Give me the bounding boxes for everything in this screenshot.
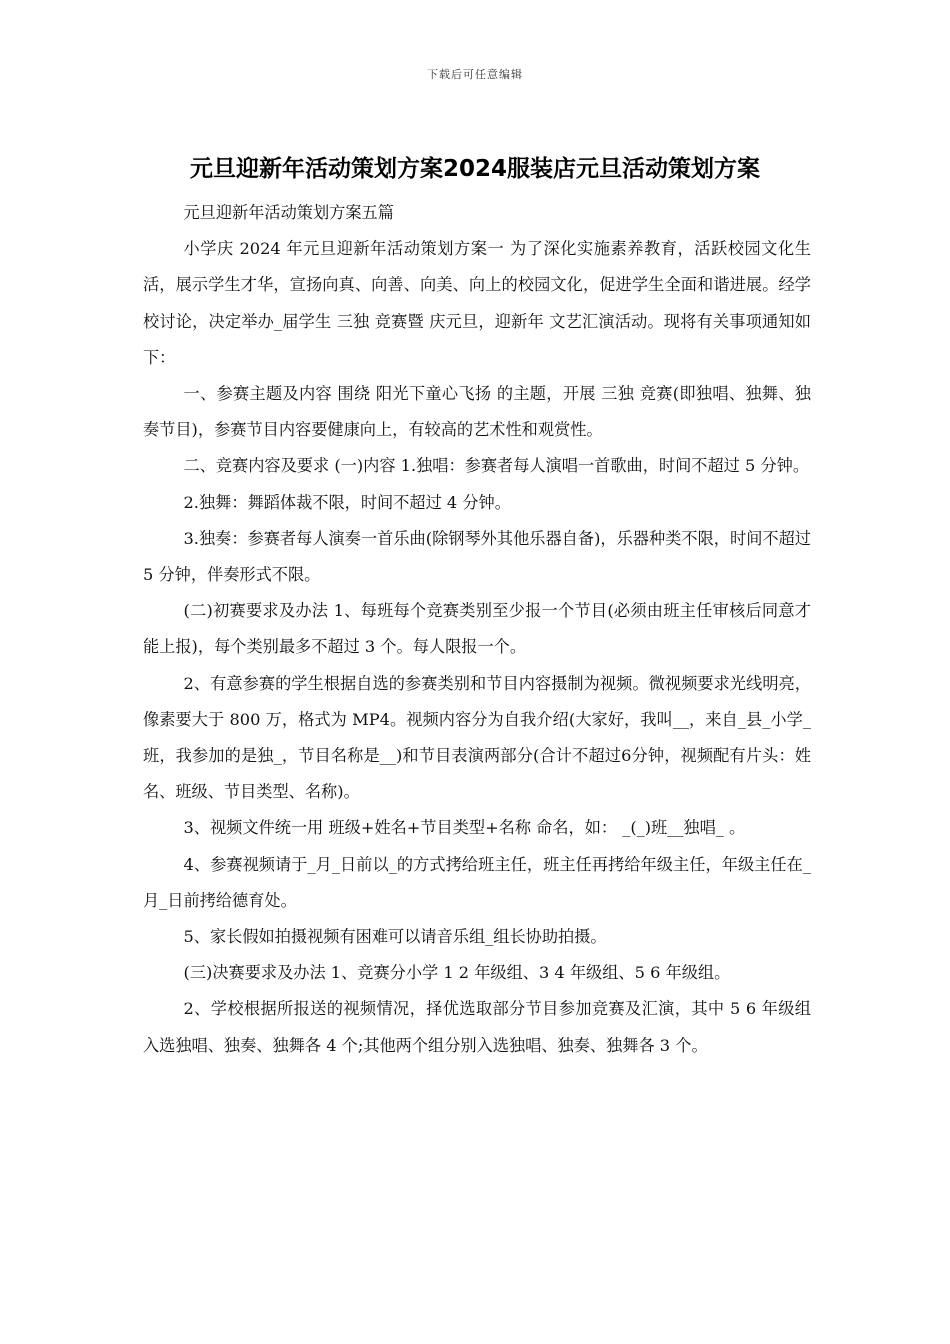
paragraph: (二)初赛要求及办法 1、每班每个竞赛类别至少报一个节目(必须由班主任审核后同意才能上报)，每个类别最多不超过 3 个。每人限报一个。	[143, 601, 811, 657]
document-title: 元旦迎新年活动策划方案2024服装店元旦活动策划方案	[189, 156, 760, 182]
paragraph: 2、学校根据所报送的视频情况，择优选取部分节目参加竞赛及汇演，其中 5 6 年级组入选独唱、独奏、独舞各 4 个;其他两个组分别入选独唱、独奏、独舞各 3 个。	[143, 999, 811, 1055]
paragraph: 3.独奏：参赛者每人演奏一首乐曲(除钢琴外其他乐器自备)，乐器种类不限，时间不超过 5 分钟，伴奏形式不限。	[143, 528, 811, 585]
paragraph: 5、家长假如拍摄视频有困难可以请音乐组_组长协助拍摄。	[183, 927, 607, 947]
document-body	[143, 195, 811, 1064]
paragraph: 小学庆 2024 年元旦迎新年活动策划方案一 为了深化实施素养教育，活跃校园文化生活，展示学生才华，宣扬向真、向善、向美、向上的校园文化，促进学生全面和谐进展。经学校讨论，决定举办_届学生 三独 竞赛暨 庆元旦，迎新年 文艺汇演活动。现将有关事项通知如下：	[143, 239, 811, 367]
paragraph: 2、有意参赛的学生根据自选的参赛类别和节目内容摄制为视频。微视频要求光线明亮，像素要大于 800 万，格式为 MP4。视频内容分为自我介绍(大家好，我叫__，来自_县_小学_班，我参加的是独_，节目名称是__)和节目表演两部分(合计不超过6分钟，视频配有片头：姓名、班级、节目类型、名称)。	[143, 673, 811, 802]
paragraph: 一、参赛主题及内容 围绕 阳光下童心飞扬 的主题，开展 三独 竞赛(即独唱、独舞、独奏节目)，参赛节目内容要健康向上，有较高的艺术性和观赏性。	[143, 384, 811, 440]
paragraph: 二、竞赛内容及要求 (一)内容 1.独唱：参赛者每人演唱一首歌曲，时间不超过 5 分钟。	[183, 456, 810, 476]
paragraph: 3、视频文件统一用 班级+姓名+节目类型+名称 命名，如： _(_)班__独唱_ 。	[183, 818, 746, 838]
paragraph: 元旦迎新年活动策划方案五篇	[183, 203, 394, 222]
paragraph: 4、参赛视频请于_月_日前以_的方式拷给班主任，班主任再拷给年级主任，年级主任在_月_日前拷给德育处。	[143, 854, 811, 910]
header-note: 下载后可任意编辑	[427, 68, 523, 81]
paragraph: (三)决赛要求及办法 1、竞赛分小学 1 2 年级组、3 4 年级组、5 6 年级组。	[183, 963, 731, 983]
paragraph: 2.独舞：舞蹈体裁不限，时间不超过 4 分钟。	[183, 492, 511, 512]
